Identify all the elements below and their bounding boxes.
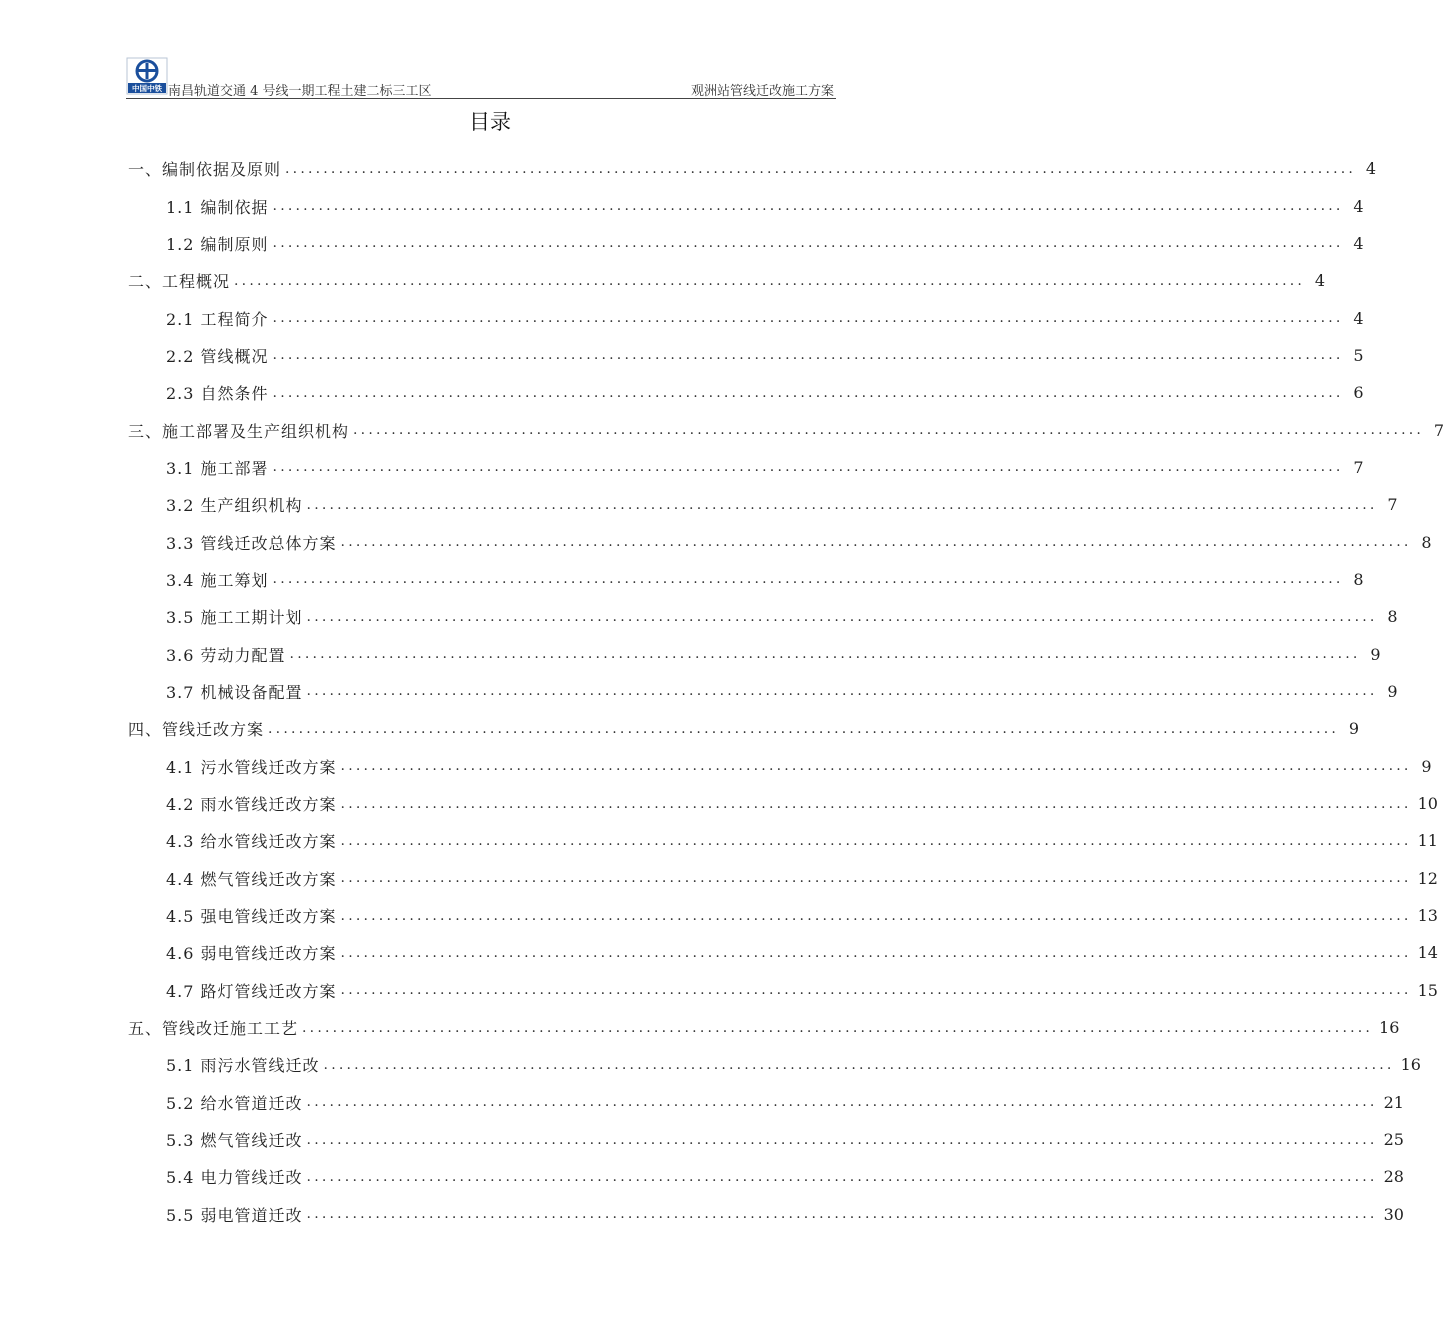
toc-leader-dots: ............................................................................................................................................ (306, 683, 1378, 700)
toc-entry[interactable] (128, 225, 1364, 262)
toc-leader-dots: ............................................................................................................................................ (272, 347, 1344, 364)
toc-entry-page: 16 (1400, 1055, 1421, 1075)
toc-entry-page: 15 (1417, 980, 1438, 1000)
toc-leader-dots: ............................................................................................................................................ (340, 944, 1412, 961)
toc-entry[interactable] (128, 972, 1438, 1009)
toc-entry-page: 21 (1383, 1092, 1404, 1112)
toc-entry[interactable] (128, 822, 1438, 859)
toc-leader-dots: ............................................................................................................................................ (306, 1094, 1378, 1111)
toc-entry[interactable] (128, 561, 1364, 598)
toc-entry-label: 3.7 机械设备配置 (166, 682, 303, 702)
toc-leader-dots: ............................................................................................................................................ (272, 459, 1344, 476)
toc-entry[interactable] (128, 486, 1398, 523)
toc-entry[interactable] (128, 1084, 1404, 1121)
toc-entry-label: 3.6 劳动力配置 (166, 645, 286, 665)
toc-entry-page: 11 (1417, 831, 1438, 851)
toc-entry-page: 4 (1314, 271, 1326, 291)
toc-leader-dots: ............................................................................................................................................ (306, 1131, 1378, 1148)
toc-title: 目录 (469, 110, 511, 134)
toc-leader-dots: ............................................................................................................................................ (353, 422, 1425, 439)
toc-entry[interactable] (128, 897, 1438, 934)
toc-leader-dots: ............................................................................................................................................ (306, 496, 1378, 513)
toc-entry-page: 25 (1383, 1130, 1404, 1150)
toc-entry[interactable] (128, 673, 1398, 710)
toc-entry-page: 4 (1365, 159, 1377, 179)
toc-entry-label: 4.4 燃气管线迁改方案 (166, 869, 337, 889)
toc-entry[interactable] (128, 860, 1438, 897)
toc-leader-dots: ............................................................................................................................................ (285, 160, 1357, 177)
toc-leader-dots: ............................................................................................................................................ (340, 795, 1412, 812)
toc-entry-page: 8 (1421, 532, 1432, 552)
toc-entry-page: 30 (1383, 1204, 1404, 1224)
toc-entry-page: 14 (1417, 943, 1438, 963)
toc-entry-label: 4.1 污水管线迁改方案 (166, 757, 337, 777)
toc-entry-page: 5 (1353, 345, 1364, 365)
toc-entry-label: 3.5 施工工期计划 (166, 608, 303, 628)
toc-entry[interactable] (128, 1009, 1400, 1046)
toc-entry-label: 4.6 弱电管线迁改方案 (166, 944, 337, 964)
toc-entry-label: 4.2 雨水管线迁改方案 (166, 795, 337, 815)
svg-text:中国中铁: 中国中铁 (132, 84, 162, 93)
toc-entry-label: 2.1 工程简介 (166, 309, 269, 329)
toc-entry-page: 4 (1353, 233, 1364, 253)
toc-leader-dots: ............................................................................................................................................ (272, 310, 1344, 327)
toc-leader-dots: ............................................................................................................................................ (306, 1206, 1378, 1223)
toc-entry-page: 13 (1417, 906, 1438, 926)
toc-entry-page: 8 (1387, 607, 1398, 627)
toc-entry-page: 8 (1353, 569, 1364, 589)
toc-entry-label: 4.5 强电管线迁改方案 (166, 907, 337, 927)
toc-leader-dots: ............................................................................................................................................ (272, 198, 1344, 215)
toc-leader-dots: ............................................................................................................................................ (302, 1019, 1374, 1036)
toc-entry-label: 5.1 雨污水管线迁改 (166, 1056, 320, 1076)
toc-leader-dots: ............................................................................................................................................ (340, 982, 1412, 999)
toc-entry-label: 3.1 施工部署 (166, 458, 269, 478)
toc-leader-dots: ............................................................................................................................................ (340, 907, 1412, 924)
toc-entry-label: 5.5 弱电管道迁改 (166, 1205, 303, 1225)
toc-leader-dots: ............................................................................................................................................ (340, 758, 1412, 775)
toc-entry-label: 1.1 编制依据 (166, 197, 269, 217)
toc-leader-dots: ............................................................................................................................................ (340, 534, 1412, 551)
toc-entry[interactable] (128, 1158, 1404, 1195)
toc-entry[interactable] (128, 1046, 1421, 1083)
toc-entry-label: 4.7 路灯管线迁改方案 (166, 981, 337, 1001)
toc-entry-page: 28 (1383, 1167, 1404, 1187)
toc-entry[interactable] (128, 299, 1364, 336)
toc-entry-label: 五、管线改迁施工工艺 (128, 1019, 299, 1039)
toc-entry-page: 10 (1417, 794, 1438, 814)
toc-entry[interactable] (128, 523, 1432, 560)
toc-leader-dots: ............................................................................................................................................ (234, 272, 1306, 289)
toc-entry[interactable] (128, 785, 1438, 822)
header-project-name: 南昌轨道交通 4 号线一期工程土建二标三工区 (168, 84, 432, 99)
toc-leader-dots: ............................................................................................................................................ (289, 646, 1361, 663)
toc-entry[interactable] (128, 1196, 1404, 1233)
page-header (126, 58, 836, 99)
toc-entry-label: 2.3 自然条件 (166, 384, 269, 404)
toc-entry-label: 二、工程概况 (128, 272, 231, 292)
toc-entry[interactable] (128, 1121, 1404, 1158)
toc-entry-page: 7 (1433, 420, 1444, 440)
toc-entry-label: 3.4 施工筹划 (166, 570, 269, 590)
toc-leader-dots: ............................................................................................................................................ (340, 832, 1412, 849)
toc-entry[interactable] (128, 449, 1364, 486)
toc-entry-label: 5.3 燃气管线迁改 (166, 1131, 303, 1151)
toc-leader-dots: ............................................................................................................................................ (340, 870, 1412, 887)
toc-entry-page: 9 (1421, 756, 1432, 776)
toc-leader-dots: ............................................................................................................................................ (272, 384, 1344, 401)
toc-entry-page: 6 (1353, 383, 1364, 403)
toc-entry-label: 3.2 生产组织机构 (166, 496, 303, 516)
toc-entry[interactable] (128, 374, 1364, 411)
toc-entry-label: 2.2 管线概况 (166, 346, 269, 366)
toc-entry[interactable] (128, 337, 1364, 374)
toc-entry-label: 四、管线迁改方案 (128, 720, 265, 740)
toc-entry-page: 7 (1353, 457, 1364, 477)
china-railway-logo (126, 58, 168, 94)
header-document-name: 观洲站管线迁改施工方案 (690, 84, 834, 99)
toc-entry-label: 3.3 管线迁改总体方案 (166, 533, 337, 553)
toc-entry-label: 4.3 给水管线迁改方案 (166, 832, 337, 852)
toc-entry-label: 三、施工部署及生产组织机构 (128, 421, 350, 441)
toc-entry-page: 9 (1387, 681, 1398, 701)
toc-entry[interactable] (128, 635, 1381, 672)
toc-entry-page: 12 (1417, 868, 1438, 888)
toc-entry[interactable] (128, 710, 1360, 747)
toc-leader-dots: ............................................................................................................................................ (272, 235, 1344, 252)
toc-entry-page: 9 (1370, 644, 1381, 664)
toc-entry[interactable] (128, 598, 1398, 635)
toc-entry-page: 16 (1379, 1018, 1400, 1038)
toc-entry[interactable] (128, 187, 1364, 224)
toc-entry-page: 7 (1387, 495, 1398, 515)
toc-leader-dots: ............................................................................................................................................ (306, 608, 1378, 625)
toc-leader-dots: ............................................................................................................................................ (272, 571, 1344, 588)
toc-leader-dots: ............................................................................................................................................ (323, 1056, 1395, 1073)
toc-entry-page: 4 (1353, 308, 1364, 328)
toc-entry-label: 一、编制依据及原则 (128, 160, 282, 180)
toc-entry-page: 4 (1353, 196, 1364, 216)
toc-entry[interactable] (128, 411, 1444, 448)
toc-entry-page: 9 (1348, 719, 1360, 739)
toc-entry-label: 5.2 给水管道迁改 (166, 1093, 303, 1113)
toc-entry[interactable] (128, 262, 1326, 299)
toc-entry[interactable] (128, 748, 1432, 785)
toc-entry[interactable] (128, 150, 1377, 187)
toc-leader-dots: ............................................................................................................................................ (268, 720, 1340, 737)
toc-leader-dots: ............................................................................................................................................ (306, 1168, 1378, 1185)
toc-entry[interactable] (128, 934, 1438, 971)
table-of-contents (128, 150, 1444, 1233)
toc-entry-label: 5.4 电力管线迁改 (166, 1168, 303, 1188)
toc-entry-label: 1.2 编制原则 (166, 234, 269, 254)
